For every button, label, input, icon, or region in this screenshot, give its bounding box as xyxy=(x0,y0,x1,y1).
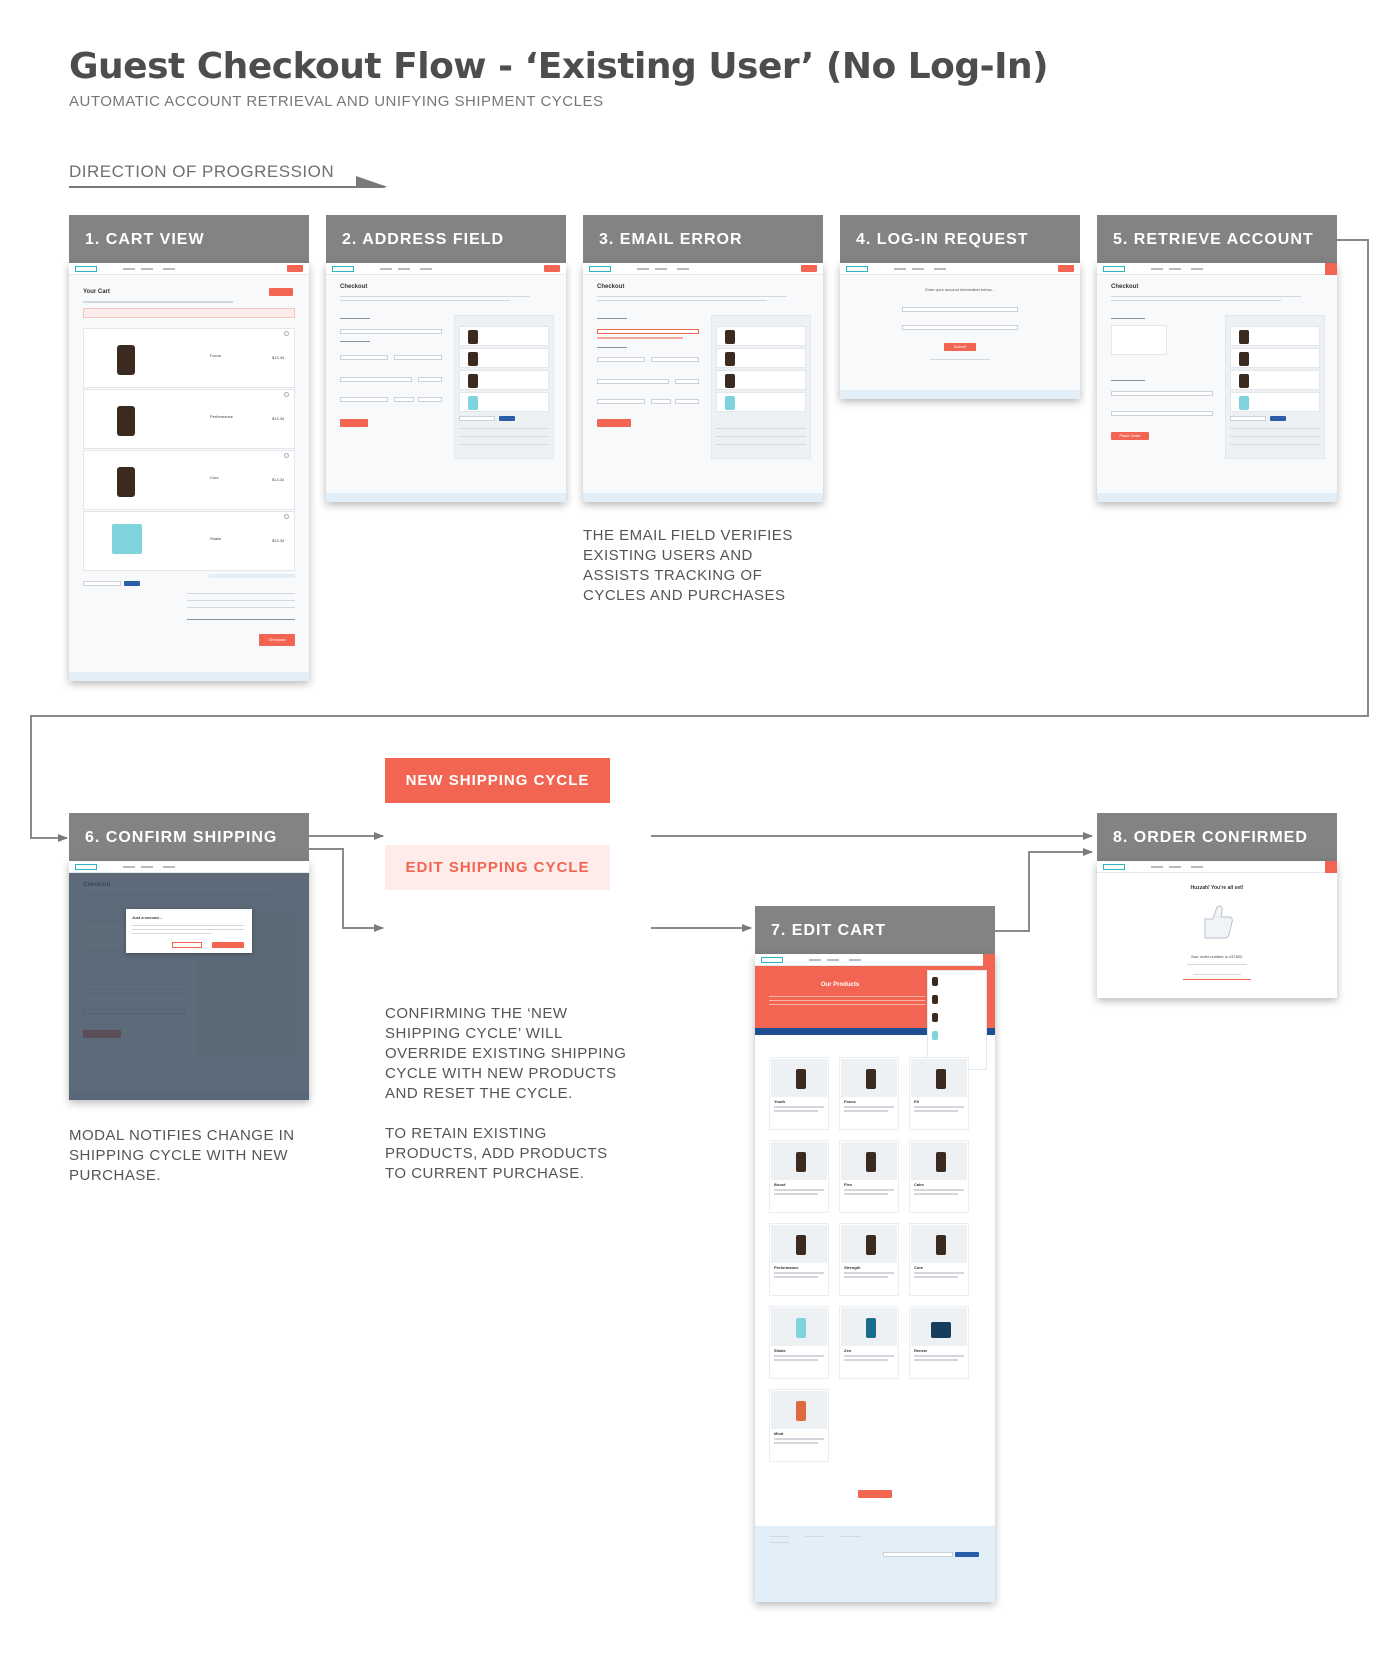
cart-item: Focus $13.34 xyxy=(83,328,295,388)
step-7-header: 7. EDIT CART xyxy=(755,906,995,954)
login-email xyxy=(902,307,1018,312)
cart-top-cta xyxy=(269,288,293,296)
remove-icon xyxy=(284,514,289,519)
login-request-screen xyxy=(840,263,1080,399)
cart-item: Performance $13.34 xyxy=(83,389,295,449)
step-6-header: 6. CONFIRM SHIPPING xyxy=(69,813,309,861)
remove-icon xyxy=(284,392,289,397)
thumbs-up-icon xyxy=(1199,901,1235,941)
checkout-button: Checkout xyxy=(259,634,295,646)
step-1-header: 1. CART VIEW xyxy=(69,215,309,263)
login-password xyxy=(902,325,1018,330)
promo-apply xyxy=(124,581,140,586)
site-nav xyxy=(69,263,309,275)
step-4-header: 4. LOG-IN REQUEST xyxy=(840,215,1080,263)
error-message xyxy=(597,337,683,339)
nav-link xyxy=(163,268,175,270)
order-summary xyxy=(454,315,554,459)
nav-signup-button xyxy=(287,265,303,272)
edit-cart-checkout xyxy=(858,1490,892,1498)
cart-item: Core $13.34 xyxy=(83,450,295,510)
modal-edit-button xyxy=(172,942,202,948)
retrieve-account-screen: Checkout Place Order xyxy=(1097,263,1337,502)
page-subtitle: AUTOMATIC ACCOUNT RETRIEVAL AND UNIFYING SHIPMENT CYCLES xyxy=(69,93,604,110)
step-3-header: 3. EMAIL ERROR xyxy=(583,215,823,263)
cart-heading: Your Cart xyxy=(83,289,110,295)
login-submit: Submit xyxy=(944,343,976,351)
products-heading: Our Products xyxy=(820,982,860,988)
nav-link xyxy=(141,268,153,270)
note-new-cycle-retain: TO RETAIN EXISTING PRODUCTS, ADD PRODUCTS TO CURRENT PURCHASE. xyxy=(385,1125,608,1182)
promo-field xyxy=(83,581,121,586)
edit-cart-screen: Our Products Youth Focus Fit Boost Flex Calm Performance Strength Core Shake Zen Renew Mind xyxy=(755,954,995,1602)
modal-backdrop xyxy=(69,873,309,1100)
note-new-cycle-override: CONFIRMING THE ‘NEW SHIPPING CYCLE’ WILL OVERRIDE EXISTING SHIPPING CYCLE WITH NEW PRODUCTS AND RESET THE CYCLE. xyxy=(385,1005,627,1102)
shake-box xyxy=(112,524,142,554)
remove-icon xyxy=(284,331,289,336)
email-error-screen: Checkout xyxy=(583,263,823,502)
step-5-header: 5. RETRIEVE ACCOUNT xyxy=(1097,215,1337,263)
confirmation-heading: Huzzah! You’re all set! xyxy=(1190,885,1244,891)
nav-link xyxy=(123,268,135,270)
address-field-screen: Checkout xyxy=(326,263,566,502)
cart-item: Shake $13.34 xyxy=(83,511,295,571)
cart-view-screen xyxy=(69,263,309,681)
place-order-button: Place Order xyxy=(1111,432,1149,440)
page-title: Guest Checkout Flow - ‘Existing User’ (No Log-In) xyxy=(69,46,1049,87)
step-2-header: 2. ADDRESS FIELD xyxy=(326,215,566,263)
edit-shipping-cycle-action: EDIT SHIPPING CYCLE xyxy=(385,845,610,890)
note-new-cycle xyxy=(385,1004,630,1184)
product-bottle xyxy=(117,406,135,436)
site-footer xyxy=(69,672,309,681)
order-confirmed-screen xyxy=(1097,861,1337,998)
saved-address xyxy=(1111,325,1167,355)
connector-step6-to-edit-cycle xyxy=(308,849,383,928)
remove-icon xyxy=(284,453,289,458)
connector-step7-to-step8 xyxy=(993,852,1092,931)
direction-label: DIRECTION OF PROGRESSION xyxy=(69,162,335,181)
modal-new-cycle-button xyxy=(212,942,244,948)
product-bottle xyxy=(117,467,135,497)
mini-cart-dropdown xyxy=(927,970,987,1070)
savings-bar xyxy=(83,308,295,318)
site-footer xyxy=(755,1526,995,1602)
brand-logo xyxy=(75,266,97,272)
shipping-cycle-modal xyxy=(126,909,252,953)
modal-heading: Just a second... xyxy=(132,915,163,920)
new-shipping-cycle-action: NEW SHIPPING CYCLE xyxy=(385,758,610,803)
note-confirm-shipping: MODAL NOTIFIES CHANGE IN SHIPPING CYCLE WITH NEW PURCHASE. xyxy=(69,1127,295,1184)
step-8-header: 8. ORDER CONFIRMED xyxy=(1097,813,1337,861)
order-number: Your order number is 437802. xyxy=(1190,954,1244,959)
product-bottle xyxy=(117,345,135,375)
continue-button xyxy=(340,419,368,427)
confirm-shipping-screen xyxy=(69,861,309,1100)
note-email-error: THE EMAIL FIELD VERIFIES EXISTING USERS AND ASSISTS TRACKING OF CYCLES AND PURCHASES xyxy=(583,527,793,604)
login-heading: Enter your account information below... xyxy=(925,287,995,292)
email-field-error xyxy=(597,329,699,334)
